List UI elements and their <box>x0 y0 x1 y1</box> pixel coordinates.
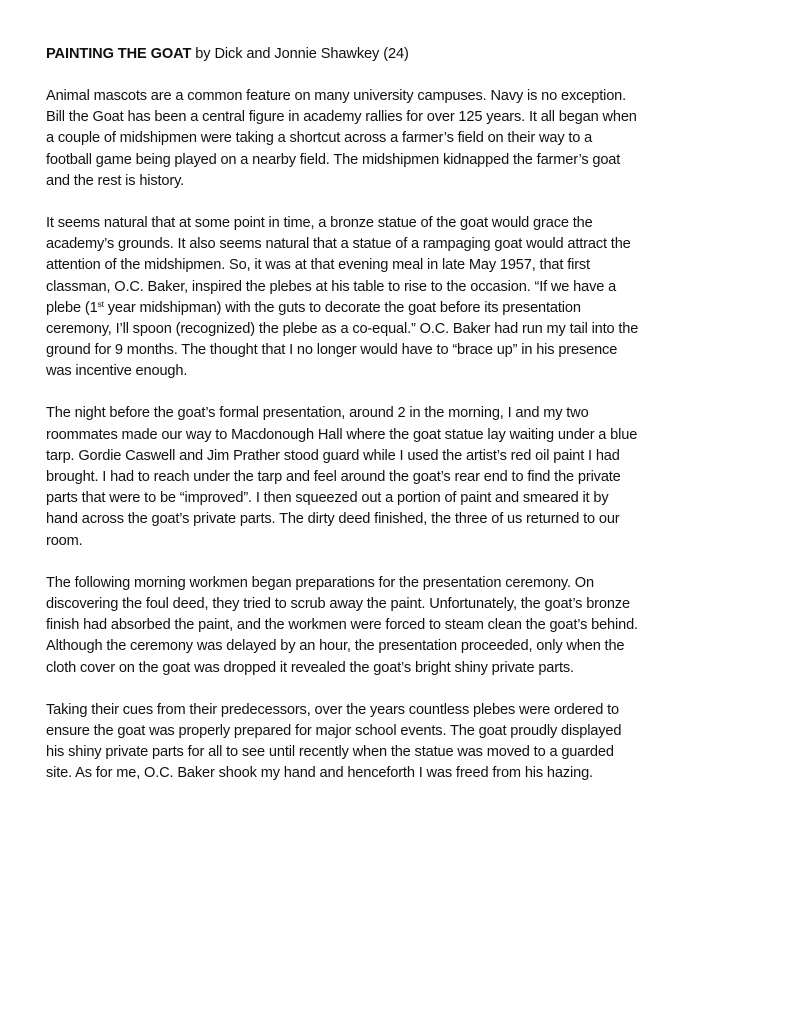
paragraph-1 <box>46 86 766 192</box>
article-byline: by Dick and Jonnie Shawkey (24) <box>191 46 409 62</box>
text-line: roommates made our way to Macdonough Hall where the goat statue lay waiting under a blue <box>46 426 638 443</box>
text-line: finish had absorbed the paint, and the workmen were forced to steam clean the goat’s behind. <box>46 617 638 634</box>
text-line: Bill the Goat has been a central figure in academy rallies for over 125 years. It all began when <box>46 109 637 126</box>
text-line: and the rest is history. <box>46 172 185 189</box>
text-line: brought. I had to reach under the tarp and feel around the goat’s rear end to find the private <box>46 469 621 485</box>
text-line: parts that were to be “improved”. I then squeezed out a portion of paint and smeared it by <box>46 490 609 507</box>
text-line: cloth cover on the goat was dropped it revealed the goat’s bright shiny private parts. <box>46 659 574 676</box>
article-heading <box>46 44 766 65</box>
text-line: Animal mascots are a common feature on many university campuses. Navy is no exception. <box>46 88 627 104</box>
text-line: site. As for me, O.C. Baker shook my hand and henceforth I was freed from his hazing. <box>46 765 593 782</box>
paragraph-5 <box>46 700 766 785</box>
text-line: a couple of midshipmen were taking a shortcut across a farmer’s field on their way to a <box>46 130 593 147</box>
text-line: classman, O.C. Baker, inspired the plebes at his table to rise to the occasion. “If we have a <box>46 278 617 295</box>
text-line: was incentive enough. <box>46 363 188 380</box>
text-line: Taking their cues from their predecessors, over the years countless plebes were ordered to <box>46 701 619 718</box>
text-line: football game being played on a nearby field. The midshipmen kidnapped the farmer’s goat <box>46 151 621 168</box>
text-line: ceremony, I’ll spoon (recognized) the plebe as a co-equal.” O.C. Baker had run my tail into the <box>46 320 639 337</box>
article <box>46 44 766 784</box>
text-line: academy’s grounds. It also seems natural that a statue of a rampaging goat would attract the <box>46 236 631 253</box>
text-line: ground for 9 months. The thought that I no longer would have to “brace up” in his presence <box>46 342 618 359</box>
text-line: his shiny private parts for all to see until recently when the statue was moved to a guarded <box>46 744 614 761</box>
text-line: attention of the midshipmen. So, it was at that evening meal in late May 1957, that first <box>46 257 590 274</box>
text-line: tarp. Gordie Caswell and Jim Prather stood guard while I used the artist’s red oil paint I had <box>46 447 620 464</box>
text-fragment: plebe (1 <box>46 299 98 316</box>
paragraph-3 <box>46 403 766 551</box>
text-line: Although the ceremony was delayed by an hour, the presentation proceeded, only when the <box>46 638 625 655</box>
paragraph-4 <box>46 573 766 679</box>
text-line: It seems natural that at some point in time, a bronze statue of the goat would grace the <box>46 214 593 231</box>
text-fragment: year midshipman) with the guts to decorate the goat before its presentation <box>103 299 581 316</box>
ordinal-superscript: st <box>97 298 104 309</box>
text-line: room. <box>46 532 83 549</box>
text-line: ensure the goat was properly prepared for major school events. The goat proudly displayed <box>46 722 622 739</box>
article-title: PAINTING THE GOAT <box>46 46 192 62</box>
text-line: The following morning workmen began preparations for the presentation ceremony. On <box>46 574 594 591</box>
text-line: The night before the goat’s formal presentation, around 2 in the morning, I and my two <box>46 405 589 422</box>
text-line-with-superscript <box>46 298 766 319</box>
text-line: discovering the foul deed, they tried to scrub away the paint. Unfortunately, the goat’s bronze <box>46 595 630 612</box>
paragraph-2 <box>46 213 766 383</box>
text-line: hand across the goat’s private parts. The dirty deed finished, the three of us returned to our <box>46 511 620 528</box>
